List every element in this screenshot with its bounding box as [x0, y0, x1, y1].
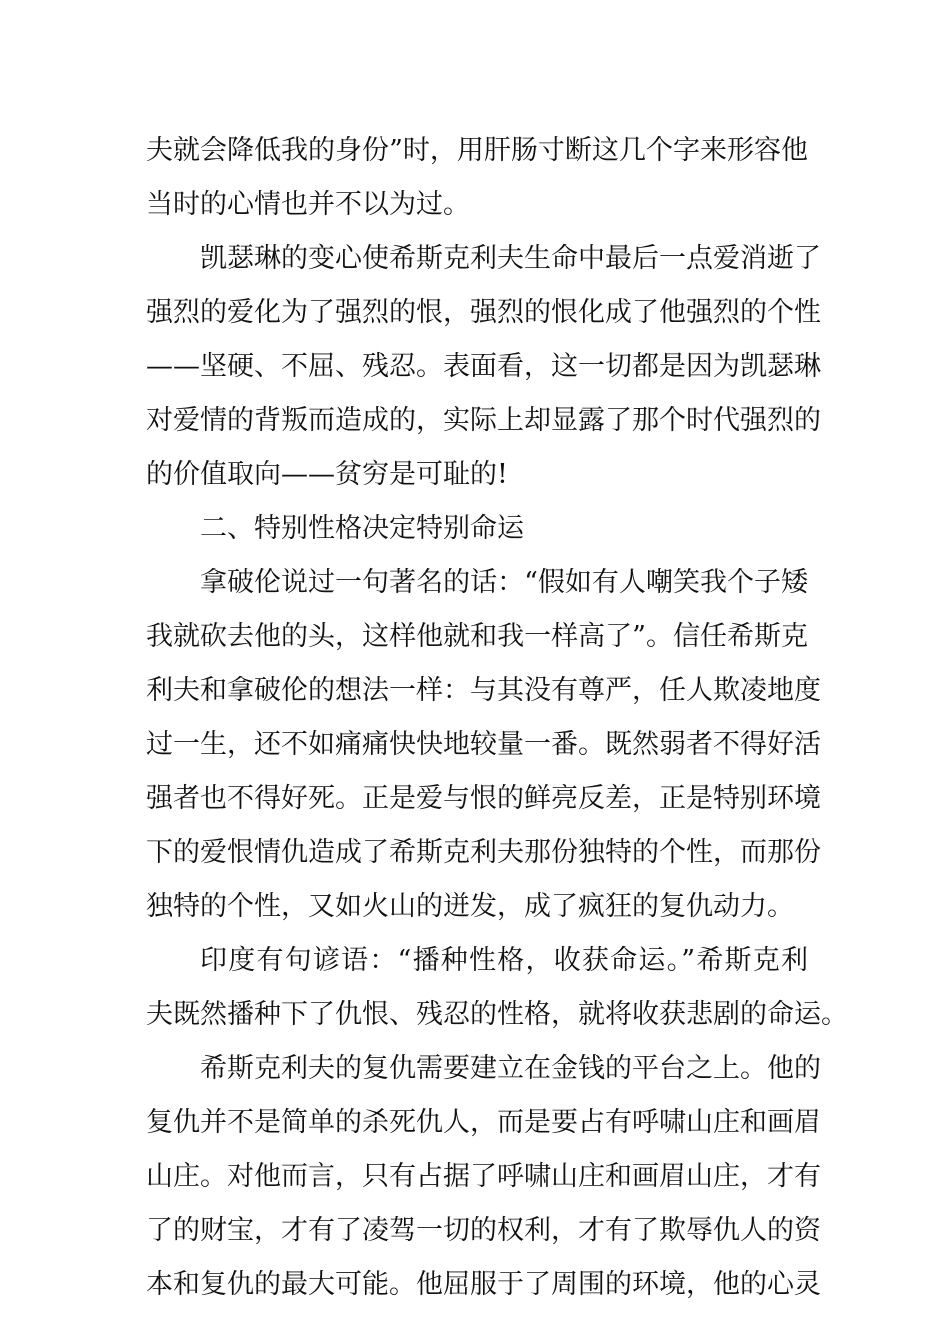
text-line: 印度有句谚语：“播种性格，收获命运。”希斯克利	[200, 945, 808, 976]
text-line: 复仇并不是简单的杀死仇人，而是要占有呼啸山庄和画眉	[146, 1107, 821, 1138]
text-line: 过一生，还不如痛痛快快地较量一番。既然弱者不得好活	[146, 729, 821, 760]
text-line: 夫既然播种下了仇恨、残忍的性格，就将收获悲剧的命运。	[146, 999, 848, 1030]
text-line: 本和复仇的最大可能。他屈服于了周围的环境，他的心灵	[146, 1269, 821, 1300]
section-heading: 二、特别性格决定特别命运	[200, 513, 524, 544]
text-line: 希斯克利夫的复仇需要建立在金钱的平台之上。他的	[200, 1053, 821, 1084]
text-line: 拿破伦说过一句著名的话：“假如有人嘲笑我个子矮	[200, 567, 808, 598]
text-line: 凯瑟琳的变心使希斯克利夫生命中最后一点爱消逝了	[200, 243, 821, 274]
text-line: ——坚硬、不屈、残忍。表面看，这一切都是因为凯瑟琳	[146, 351, 821, 382]
text-line: 夫就会降低我的身份”时，用肝肠寸断这几个字来形容他	[146, 135, 808, 166]
text-line: 强烈的爱化为了强烈的恨，强烈的恨化成了他强烈的个性	[146, 297, 821, 328]
text-line: 强者也不得好死。正是爱与恨的鲜亮反差，正是特别环境	[146, 783, 821, 814]
text-line: 下的爱恨情仇造成了希斯克利夫那份独特的个性，而那份	[146, 837, 821, 868]
text-line: 独特的个性，又如火山的迸发，成了疯狂的复仇动力。	[146, 891, 794, 922]
text-line: 利夫和拿破伦的想法一样：与其没有尊严，任人欺凌地度	[146, 675, 821, 706]
text-line: 我就砍去他的头，这样他就和我一样高了”。信任希斯克	[146, 621, 808, 652]
text-line: 了的财宝，才有了凌驾一切的权利，才有了欺辱仇人的资	[146, 1215, 821, 1246]
text-line: 山庄。对他而言，只有占据了呼啸山庄和画眉山庄，才有	[146, 1161, 821, 1192]
text-line: 对爱情的背叛而造成的，实际上却显露了那个时代强烈的	[146, 405, 821, 436]
text-line: 当时的心情也并不以为过。	[146, 189, 470, 220]
text-line: 的价值取向——贫穷是可耻的!	[146, 459, 508, 490]
